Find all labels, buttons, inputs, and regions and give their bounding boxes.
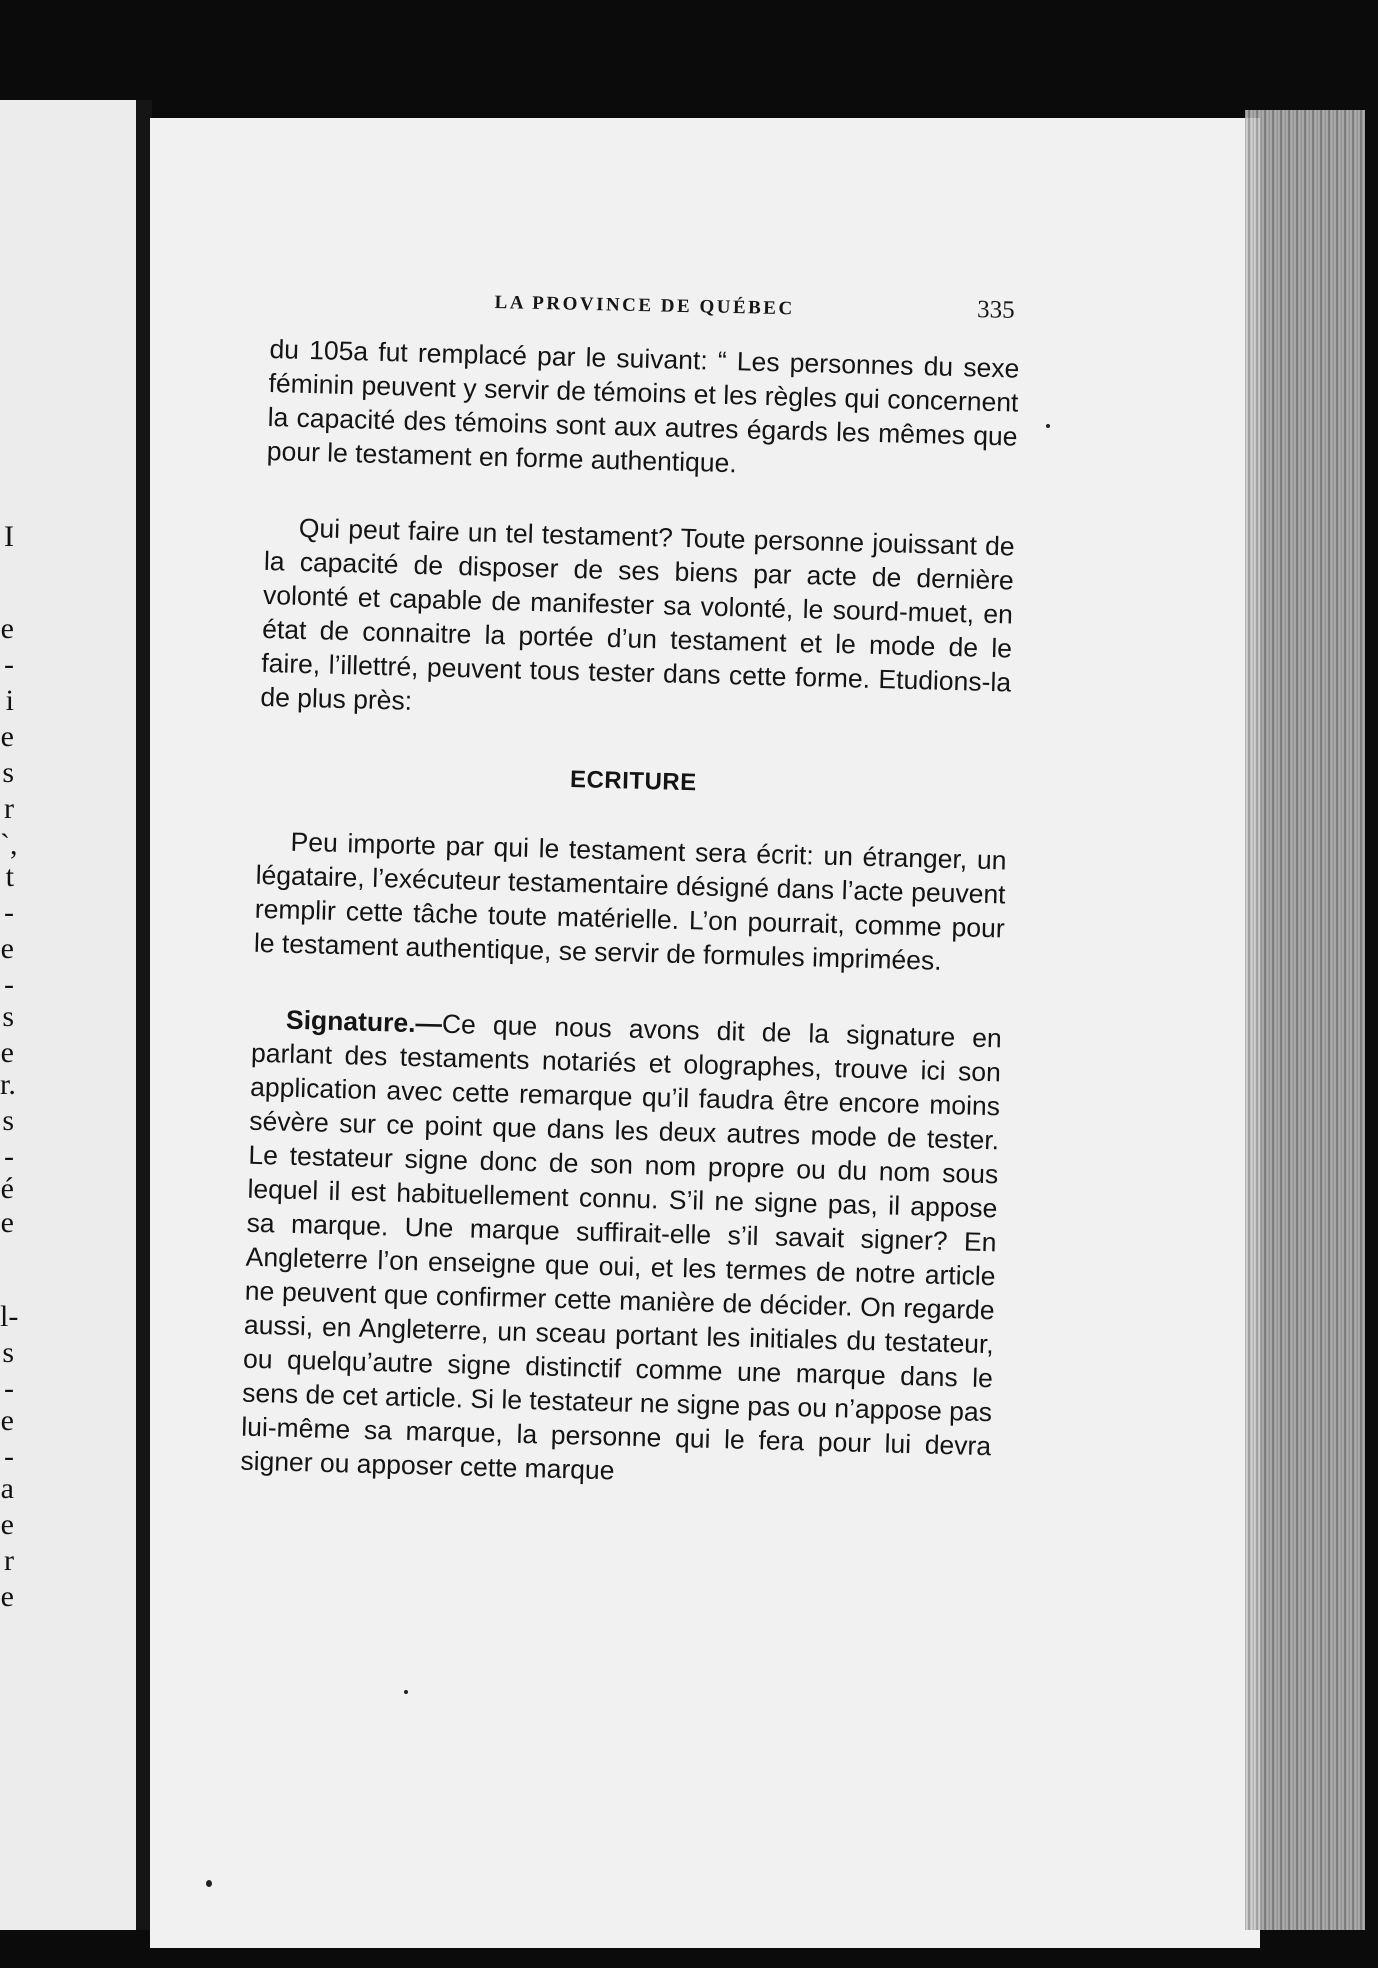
- left-page-edge-char: a: [0, 1472, 14, 1505]
- ink-speck: [206, 1880, 212, 1887]
- paragraph-2: Qui peut faire un tel testament? Toute personne jouissant de la capacité de disposer de ses biens par acte de dernière volonté et capable de manifester sa volonté, le sourd-muet, en état de connaitre la portée d’un testament et le mode de le faire, l’illettré, peuvent tous tester dans cette forme. Etudions-la de plus près:: [260, 512, 1016, 716]
- left-page-edge-char: e: [0, 932, 14, 965]
- running-head: LA PROVINCE DE QUÉBEC: [494, 291, 795, 320]
- ink-speck: [1046, 424, 1050, 428]
- left-page-edge-char: s: [2, 756, 14, 789]
- left-page-edge-char: e: [0, 720, 14, 753]
- left-page-edge-char: r.: [0, 1068, 16, 1101]
- section-heading: ECRITURE: [569, 766, 698, 797]
- ink-speck: [404, 1690, 408, 1694]
- left-page-edge-char: s: [2, 1104, 14, 1137]
- left-page-edge-char: -: [4, 648, 14, 681]
- left-page-edge-char: l-: [0, 1300, 19, 1333]
- left-page-edge-char: -: [4, 1140, 14, 1173]
- paragraph-ecriture: Peu importe par qui le testament sera écrit: un étranger, un légataire, l’exécuteur testamentaire désigné dans l’acte peuvent remplir cette tâche toute matérielle. L’on pourrait, comme pour le testament authentique, se servir de formules imprimées.: [253, 826, 1007, 976]
- left-page-edge-char: -: [4, 1372, 14, 1405]
- paragraph-signature: [240, 1002, 1002, 1497]
- left-page-edge-char: i: [5, 684, 14, 717]
- left-page-edge-char: I: [4, 520, 14, 553]
- left-page-edge-char: e: [0, 1404, 14, 1437]
- left-page-edge-char: e: [0, 612, 14, 645]
- left-page-edge-char: -: [4, 968, 14, 1001]
- left-page-edge-char: e: [0, 1508, 14, 1541]
- left-page-edge-char: r: [4, 1544, 14, 1577]
- page-fore-edge: [1245, 110, 1365, 1930]
- left-page-edge-char: s: [2, 1000, 14, 1033]
- left-page-edge-char: t: [5, 860, 14, 893]
- left-page-edge-char: -: [4, 1440, 14, 1473]
- body-text: [240, 332, 1020, 1497]
- signature-run-in-heading: Signature.—: [285, 1004, 443, 1039]
- left-page-edge-char: é: [0, 1172, 14, 1205]
- left-page-edge-char: `,: [0, 828, 18, 861]
- left-page-edge-char: s: [2, 1336, 14, 1369]
- left-page-edge-char: e: [0, 1206, 14, 1239]
- left-page-edge-char: r: [4, 792, 14, 825]
- signature-text: Ce que nous avons dit de la signature en parlant des testaments notariés et olographes, trouve ici son application avec cette remarque qu’il faudra être encore moins sévère sur ce point que dans les deux autres mode de tester. Le testateur signe donc de son nom propre ou du nom sous lequel il est habituellement connu. S’il ne signe pas, il appose sa marque. Une marque suffirait-elle s’il savait signer? En Angleterre l’on enseigne que oui, et les termes de notre article ne peuvent que confirmer cette manière de décider. On regarde aussi, en Angleterre, un sceau portant les initiales du testateur, ou quelqu’autre signe distinctif comme une marque dans le sens de cet article. Si le testateur ne signe pas ou n’appose pas lui-même sa marque, la personne qui le fera pour lui devra signer ou apposer cette marque: [240, 1008, 1003, 1486]
- left-page-edge-char: e: [0, 1036, 14, 1069]
- page-number: 335: [976, 296, 1015, 324]
- left-page-edge-char: e: [0, 1580, 14, 1613]
- left-page-edge-char: -: [4, 896, 14, 929]
- paragraph-1: du 105a fut remplacé par le suivant: “ Les personnes du sexe féminin peuvent y servir de témoins et les règles qui concernent la capacité des témoins sont aux autres égards les mêmes que pour le testament en forme authentique.: [266, 333, 1020, 479]
- left-page-fragment: [0, 100, 140, 1930]
